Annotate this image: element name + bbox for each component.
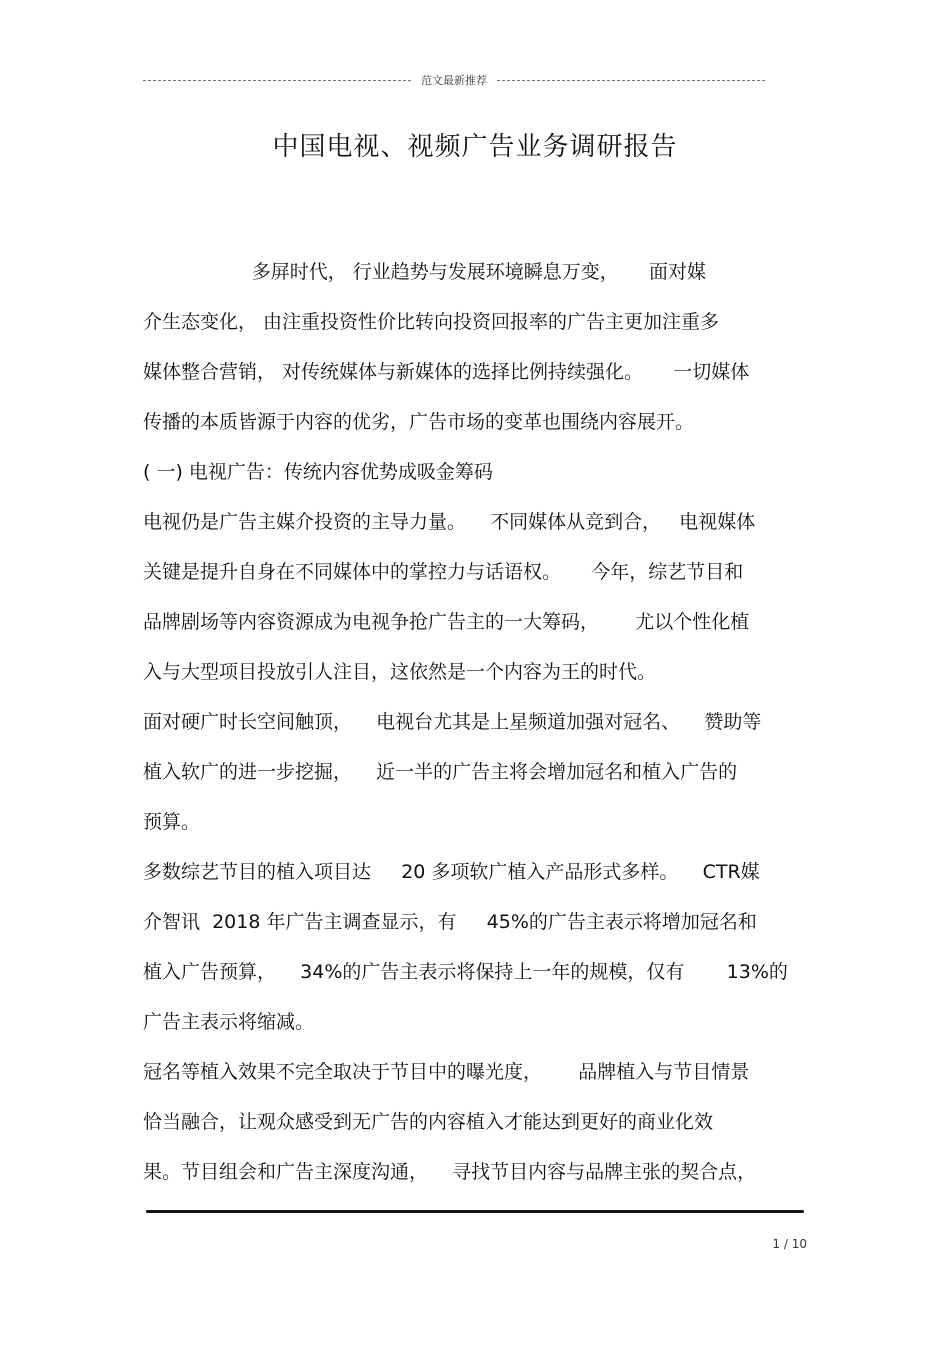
section-heading: ( 一) 电视广告：传统内容优势成吸金筹码 <box>143 461 493 483</box>
text-line: 媒体整合营销， 对传统媒体与新媒体的选择比例持续强化。 一切媒体 <box>143 361 750 383</box>
header-dash-left <box>143 80 411 81</box>
text-line: 传播的本质皆源于内容的优劣，广告市场的变革也围绕内容展开。 <box>143 411 695 433</box>
text-line: 介智讯 2018 年广告主调查显示，有 45%的广告主表示将增加冠名和 <box>143 911 757 933</box>
text-line: 入与大型项目投放引人注目，这依然是一个内容为王的时代。 <box>143 661 657 683</box>
text-line: 品牌剧场等内容资源成为电视争抢广告主的一大筹码， 尤以个性化植 <box>143 611 750 633</box>
text-line: 预算。 <box>143 811 201 833</box>
text-line: 广告主表示将缩减。 <box>143 1011 315 1033</box>
header-label: 范文最新推荐 <box>421 74 487 87</box>
text-line: 电视仍是广告主媒介投资的主导力量。 不同媒体从竞到合， 电视媒体 <box>143 511 756 533</box>
page-header <box>143 72 765 88</box>
text-line: 介生态变化， 由注重投资性价比转向投资回报率的广告主更加注重多 <box>143 311 720 333</box>
text-line: 果。节目组会和广告主深度沟通， 寻找节目内容与品牌主张的契合点， <box>143 1161 757 1183</box>
text-line: 植入广告预算， 34%的广告主表示将保持上一年的规模，仅有 13%的 <box>143 961 788 983</box>
text-line: 面对硬广时长空间触顶， 电视台尤其是上星频道加强对冠名、 赞助等 <box>143 711 762 733</box>
page-number: 1 / 10 <box>772 1237 807 1251</box>
text-line: 植入软广的进一步挖掘， 近一半的广告主将会增加冠名和植入广告的 <box>143 761 738 783</box>
text-line: 冠名等植入效果不完全取决于节目中的曝光度， 品牌植入与节目情景 <box>143 1061 750 1083</box>
footer-rule <box>146 1210 804 1213</box>
header-dash-right <box>497 80 765 81</box>
document-body <box>143 247 808 1197</box>
text-line: 多屏时代， 行业趋势与发展环境瞬息万变， 面对媒 <box>143 261 706 283</box>
text-line: 恰当融合，让观众感受到无广告的内容植入才能达到更好的商业化效 <box>143 1111 714 1133</box>
document-title: 中国电视、视频广告业务调研报告 <box>272 132 678 162</box>
text-line: 多数综艺节目的植入项目达 20 多项软广植入产品形式多样。 CTR媒 <box>143 861 760 883</box>
text-line: 关键是提升自身在不同媒体中的掌控力与话语权。 今年，综艺节目和 <box>143 561 744 583</box>
